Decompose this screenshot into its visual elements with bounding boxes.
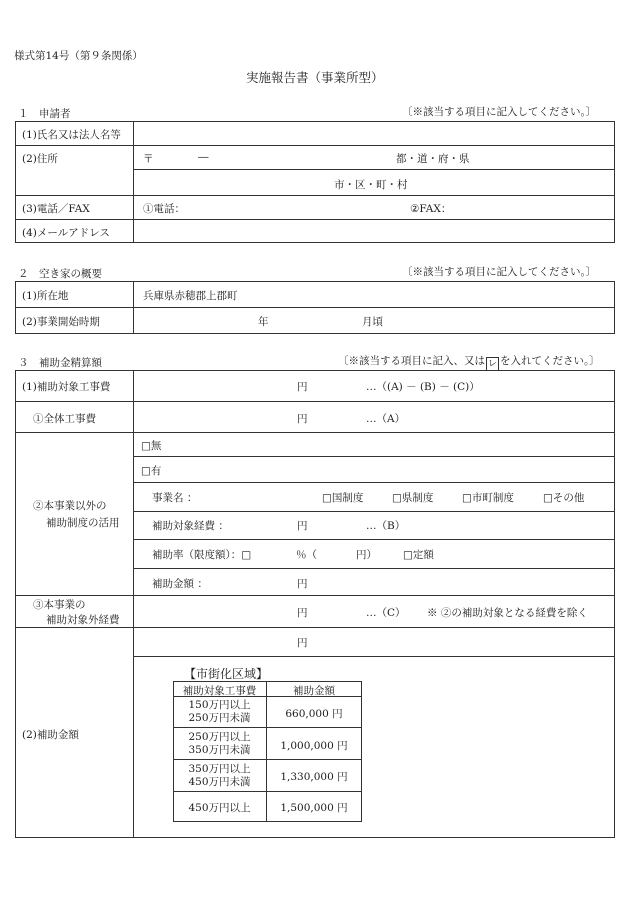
table-row <box>173 763 266 789</box>
email-field[interactable] <box>136 222 612 240</box>
address-label: (2)住所 <box>22 153 58 165</box>
phone-sub-label: ①電話： <box>143 203 185 215</box>
check-mark-sample: レ <box>487 359 497 369</box>
section2-note: 〔※該当する項目に記入してください。〕 <box>402 266 597 278</box>
other-subsidy-label-line1: ②本事業以外の <box>33 500 107 512</box>
subsidy-cost-yen: 円 <box>297 520 308 532</box>
fixed-amount-checkbox[interactable]: □定額 <box>403 549 434 561</box>
other-system-checkbox[interactable]: □その他 <box>543 492 585 504</box>
city-options: 市・区・町・村 <box>334 179 408 191</box>
form-id: 様式第14号（第９条関係） <box>14 50 143 62</box>
excluded-cost-label-line2: 補助対象外経費 <box>46 614 120 626</box>
email-label: (4)メールアドレス <box>22 227 110 239</box>
final-amount-yen: 円 <box>297 637 308 649</box>
target-cost-label: (1)補助対象工事費 <box>22 381 111 393</box>
municipal-system-checkbox[interactable]: □市町制度 <box>462 492 514 504</box>
project-name-label: 事業名 ： <box>152 492 198 504</box>
name-label: (1)氏名又は法人名等 <box>22 129 121 141</box>
table-amount: 1,330,000 円 <box>280 771 348 783</box>
table-row <box>173 699 266 725</box>
year-unit: 年 <box>258 316 269 328</box>
postal-mark: 〒 <box>143 153 154 165</box>
section1-heading: １ 申請者 <box>18 108 71 120</box>
total-cost-yen: 円 <box>297 413 308 425</box>
section2-heading: ２ 空き家の概要 <box>18 268 102 280</box>
range-line: 450万円以上 <box>188 802 251 814</box>
none-checkbox[interactable]: □無 <box>141 440 162 452</box>
section3-heading: ３ 補助金精算額 <box>18 357 102 369</box>
location-label: (1)所在地 <box>22 290 69 302</box>
range-line: 350万円以上 <box>188 763 251 775</box>
target-cost-yen: 円 <box>297 381 308 393</box>
other-subsidy-label-line2: 補助制度の活用 <box>46 517 120 529</box>
prefectural-system-checkbox[interactable]: □県制度 <box>392 492 434 504</box>
excluded-cost-yen: 円 <box>297 607 308 619</box>
location-value: 兵庫県赤穂郡上郡町 <box>143 290 238 302</box>
range-line: 250万円未満 <box>188 712 251 724</box>
section3-note: 〔※該当する項目に記入、又は レ を入れてください。〕 <box>338 355 600 369</box>
month-unit: 月頃 <box>362 316 383 328</box>
table-amount: 1,500,000 円 <box>280 802 348 814</box>
excluded-cost-note: ※ ②の補助対象となる経費を除く <box>427 607 588 619</box>
phone-label: (3)電話／FAX <box>22 203 90 215</box>
name-field[interactable] <box>136 124 612 142</box>
target-cost-formula: …（(A) － (B) － (C)） <box>366 381 480 393</box>
range-line: 150万円以上 <box>188 699 251 711</box>
marker-b: …（B） <box>366 520 406 532</box>
national-system-checkbox[interactable]: □国制度 <box>322 492 364 504</box>
excluded-cost-label-line1: ③本事業の <box>33 599 86 611</box>
postal-dash: ― <box>198 151 209 163</box>
subsidy-amount-label: 補助金額 ： <box>152 578 208 590</box>
prefecture-options: 都・道・府・県 <box>396 153 470 165</box>
range-line: 350万円未満 <box>188 744 251 756</box>
table-amount: 1,000,000 円 <box>280 740 348 752</box>
total-cost-label: ①全体工事費 <box>33 413 96 425</box>
rate-yen: 円） <box>356 549 377 561</box>
yes-checkbox[interactable]: □有 <box>141 465 162 477</box>
marker-a: …（A） <box>366 413 406 425</box>
table-row <box>173 731 266 757</box>
document-title: 実施報告書（事業所型） <box>246 70 384 85</box>
range-line: 250万円以上 <box>188 731 251 743</box>
subsidy-cost-label: 補助対象経費 ： <box>152 520 229 532</box>
start-time-label: (2)事業開始時期 <box>22 316 100 328</box>
subsidy-amount-yen: 円 <box>297 578 308 590</box>
rate-percent: ％（ <box>296 549 317 561</box>
table-header-cost: 補助対象工事費 <box>182 685 257 697</box>
urban-area-title: 【市街化区域】 <box>184 667 269 681</box>
section1-note: 〔※該当する項目に記入してください。〕 <box>402 106 597 118</box>
table-amount: 660,000 円 <box>285 708 343 720</box>
marker-c: …（C） <box>366 607 406 619</box>
range-line: 450万円未満 <box>188 776 251 788</box>
table-row <box>173 800 266 815</box>
fax-sub-label: ②FAX： <box>410 203 452 215</box>
rate-label: 補助率（限度額）：□ <box>152 549 252 561</box>
table-header-amount: 補助金額 <box>293 685 335 697</box>
subsidy-amount-section-label: (2)補助金額 <box>22 729 79 741</box>
